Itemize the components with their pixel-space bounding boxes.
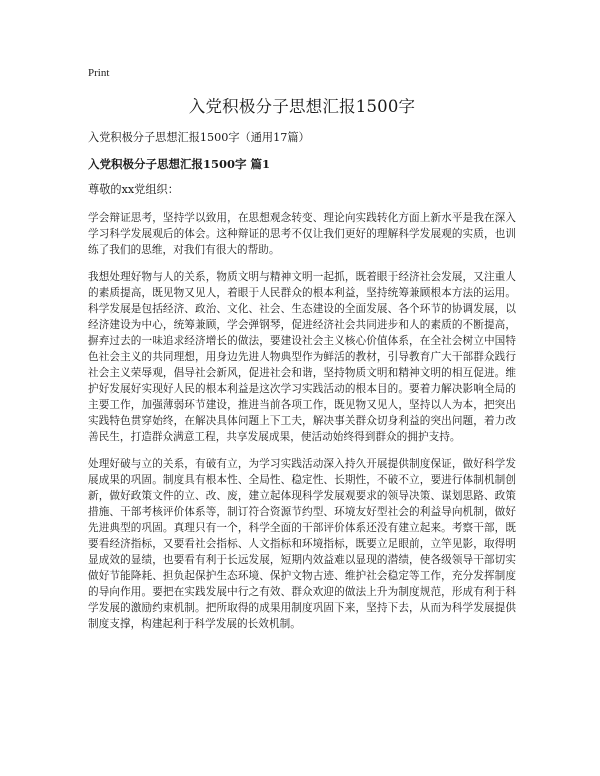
print-label: Print [88,67,110,79]
document-page [88,66,516,643]
paragraph-1: 学会辩证思考，坚持学以致用，在思想观念转变、理论向实践转化方面上新水平是我在深入学习科学发展观后的体会。这种辩证的思考不仅让我们更好的理解科学发展观的实质，也训练了我们的思维，对我们有很大的帮助。 [88,212,516,256]
section-heading: 入党积极分子思想汇报1500字 篇1 [88,157,271,171]
paragraph-2: 我想处理好物与人的关系，物质文明与精神文明一起抓，既着眼于经济社会发展，又注重人的素质提高，既见物又见人，着眼于人民群众的根本利益，坚持统筹兼顾根本方法的运用。科学发展是包括经济、政治、文化、社会、生态建设的全面发展、各个环节的协调发展，以经济建设为中心，统筹兼顾，学会弹钢琴，促进经济社会共同进步和人的素质的不断提高，摒弃过去的一味追求经济增长的做法，要建设社会主义核心价值体系，在全社会树立中国特色社会主义的共同理想，用身边先进人物典型作为鲜活的教材，引导教育广大干部群众践行社会主义荣辱观，倡导社会新风，促进社会和谐，坚持物质文明和精神文明的相互促进。维护好发展好实现好人民的根本利益是这次学习实践活动的根本目的。要着力解决影响全局的主要工作，加强薄弱环节建设，推进当前各项工作，既见物又见人，坚持以人为本，把突出实践特色贯穿始终，在解决具体问题上下工夫，解决事关群众切身利益的突出问题，着力改善民生，打造群众满意工程，共享发展成果，使活动始终得到群众的拥护支持。 [88,271,516,443]
document-subtitle: 入党积极分子思想汇报1500字（通用17篇） [88,131,310,144]
paragraph-3: 处理好破与立的关系，有破有立，为学习实践活动深入持久开展提供制度保证，做好科学发展成果的巩固。制度具有根本性、全局性、稳定性、长期性，不破不立，要进行体制机制创新，做好政策文件的立、改、废，建立起体现科学发展观要求的领导决策、谋划思路、政策措施、干部考核评价体系等，制订符合资源节约型、环境友好型社会的利益导向机制，做好先进典型的巩固。真理只有一个，科学全面的干部评价体系还没有建立起来。考察干部，既要看经济指标，又要看社会指标、人文指标和环境指标，既要立足眼前，立竿见影，取得明显成效的显绩，也要看有利于长远发展，短期内效益难以显现的潜绩，使各级领导干部切实做好节能降耗、担负起保护生态环境、保护文物古迹、维护社会稳定等工作，充分发挥制度的导向作用。要把在实践发展中行之有效、群众欢迎的做法上升为制度规范，形成有利于科学发展的激励约束机制。把所取得的成果用制度巩固下来，坚持下去，从而为科学发展提供制度支撑，构建起利于科学发展的长效机制。 [88,458,516,630]
salutation: 尊敬的xx党组织： [88,183,179,196]
document-title: 入党积极分子思想汇报1500字 [188,97,416,116]
